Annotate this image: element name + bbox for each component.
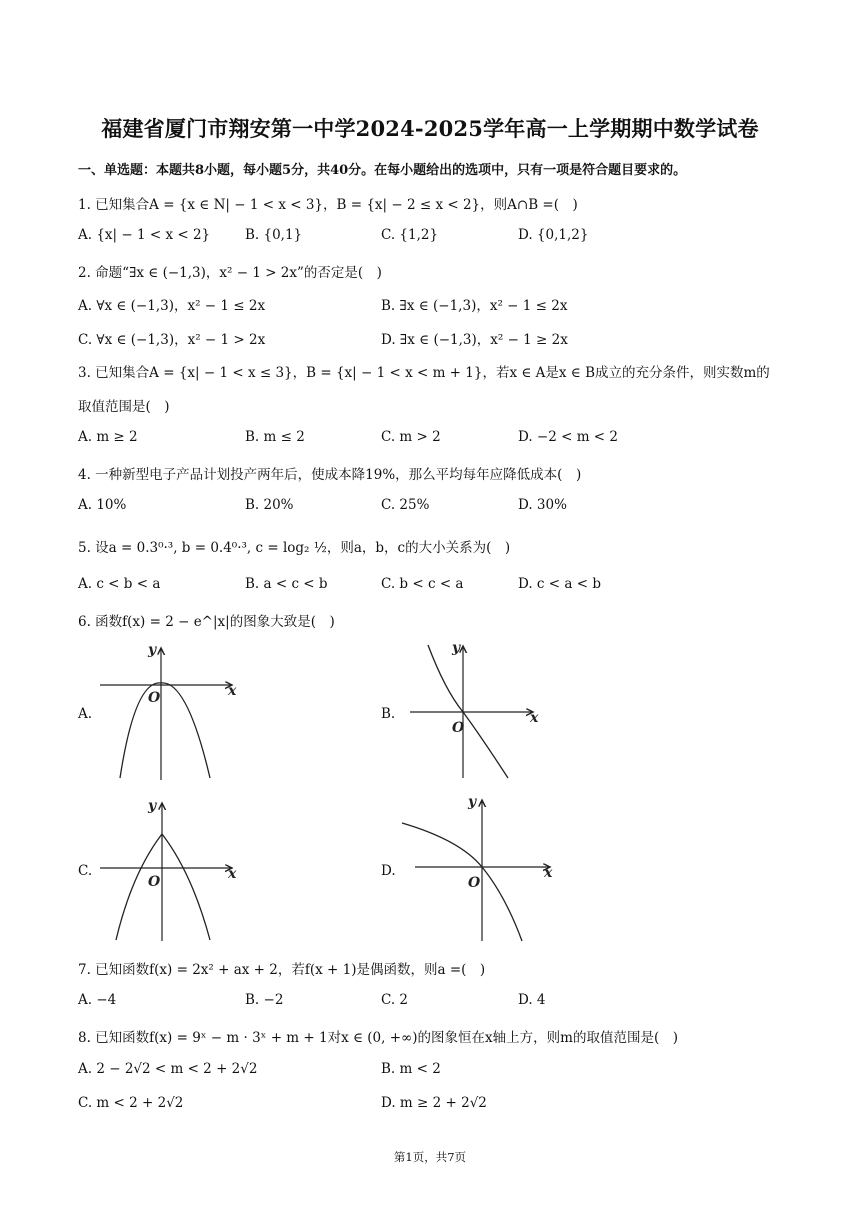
page-footer: 第1页，共7页 [393, 1150, 467, 1164]
q6-option-a: A. [78, 706, 93, 722]
q4-option-a: A. 10% [78, 497, 127, 513]
q5-option-d: D. c < a < b [518, 576, 601, 592]
q7-option-c: C. 2 [381, 992, 409, 1008]
graph-b [400, 640, 550, 780]
q8-option-c: C. m < 2 + 2√2 [78, 1095, 184, 1111]
origin-label: O [148, 690, 161, 706]
q5-option-c: C. b < c < a [381, 576, 464, 592]
q4-option-c: C. 25% [381, 497, 430, 513]
question-7-stem: 7. 已知函数f(x) = 2x² + ax + 2，若f(x + 1)是偶函数，则a =( ) [78, 962, 486, 978]
question-8-stem: 8. 已知函数f(x) = 9ˣ − m · 3ˣ + m + 1对x ∈ (0, +∞)的图象恒在x轴上方，则m的取值范围是( ) [78, 1030, 678, 1046]
y-label: y [148, 798, 157, 814]
x-label: x [228, 866, 237, 882]
q5-option-b: B. a < c < b [245, 576, 328, 592]
question-3-stem: 3. 已知集合A = {x| − 1 < x ≤ 3}，B = {x| − 1 < x < m + 1}，若x ∈ A是x ∈ B成立的充分条件，则实数m的 [78, 365, 770, 381]
q1-option-c: C. {1,2} [381, 227, 439, 243]
q5-option-a: A. c < b < a [78, 576, 161, 592]
curve [116, 834, 210, 940]
graph-c [100, 798, 250, 943]
q6-option-b: B. [381, 706, 396, 722]
q7-option-b: B. −2 [245, 992, 284, 1008]
origin-label: O [452, 720, 465, 736]
page-title: 福建省厦门市翔安第一中学2024-2025学年高一上学期期中数学试卷 [101, 116, 759, 141]
q3-option-a: A. m ≥ 2 [78, 429, 138, 445]
y-label: y [452, 640, 461, 656]
origin-label: O [468, 875, 481, 891]
question-2-stem: 2. 命题“∃x ∈ (−1,3)，x² − 1 > 2x”的否定是( ) [78, 265, 382, 281]
q1-option-b: B. {0,1} [245, 227, 303, 243]
q8-option-d: D. m ≥ 2 + 2√2 [381, 1095, 487, 1111]
y-label: y [148, 642, 157, 658]
q3-option-d: D. −2 < m < 2 [518, 429, 619, 445]
x-label: x [544, 865, 553, 881]
x-label: x [228, 683, 237, 699]
question-6-stem: 6. 函数f(x) = 2 − e^|x|的图象大致是( ) [78, 614, 335, 630]
question-5-stem: 5. 设a = 0.3⁰·³, b = 0.4⁰·³, c = log₂ ½，则a，b，c的大小关系为( ) [78, 540, 511, 556]
curve [120, 683, 210, 778]
origin-label: O [148, 874, 161, 890]
q8-option-a: A. 2 − 2√2 < m < 2 + 2√2 [78, 1061, 258, 1077]
graph-a [100, 640, 250, 780]
y-label: y [468, 794, 477, 810]
graph-d [400, 795, 560, 943]
curve [402, 823, 522, 941]
q2-option-b: B. ∃x ∈ (−1,3)，x² − 1 ≤ 2x [381, 298, 568, 314]
q6-option-c: C. [78, 863, 93, 879]
question-1-stem: 1. 已知集合A = {x ∈ N| − 1 < x < 3}，B = {x| − 2 ≤ x < 2}，则A∩B =( ) [78, 197, 578, 213]
q8-option-b: B. m < 2 [381, 1061, 441, 1077]
q2-option-a: A. ∀x ∈ (−1,3)，x² − 1 ≤ 2x [78, 298, 266, 314]
q1-option-a: A. {x| − 1 < x < 2} [78, 227, 211, 243]
question-4-stem: 4. 一种新型电子产品计划投产两年后，使成本降19%，那么平均每年应降低成本( ) [78, 467, 582, 483]
q7-option-a: A. −4 [78, 992, 117, 1008]
q2-option-c: C. ∀x ∈ (−1,3)，x² − 1 > 2x [78, 332, 266, 348]
x-label: x [530, 710, 539, 726]
q3-option-c: C. m > 2 [381, 429, 441, 445]
q1-option-d: D. {0,1,2} [518, 227, 589, 243]
section-heading: 一、单选题：本题共8小题，每小题5分，共40分。在每小题给出的选项中，只有一项是符合题目要求的。 [78, 163, 687, 178]
q4-option-d: D. 30% [518, 497, 567, 513]
q7-option-d: D. 4 [518, 992, 546, 1008]
q4-option-b: B. 20% [245, 497, 294, 513]
q2-option-d: D. ∃x ∈ (−1,3)，x² − 1 ≥ 2x [381, 332, 568, 348]
q3-option-b: B. m ≤ 2 [245, 429, 305, 445]
question-3-stem-continued: 取值范围是( ) [78, 399, 170, 415]
q6-option-d: D. [381, 863, 396, 879]
